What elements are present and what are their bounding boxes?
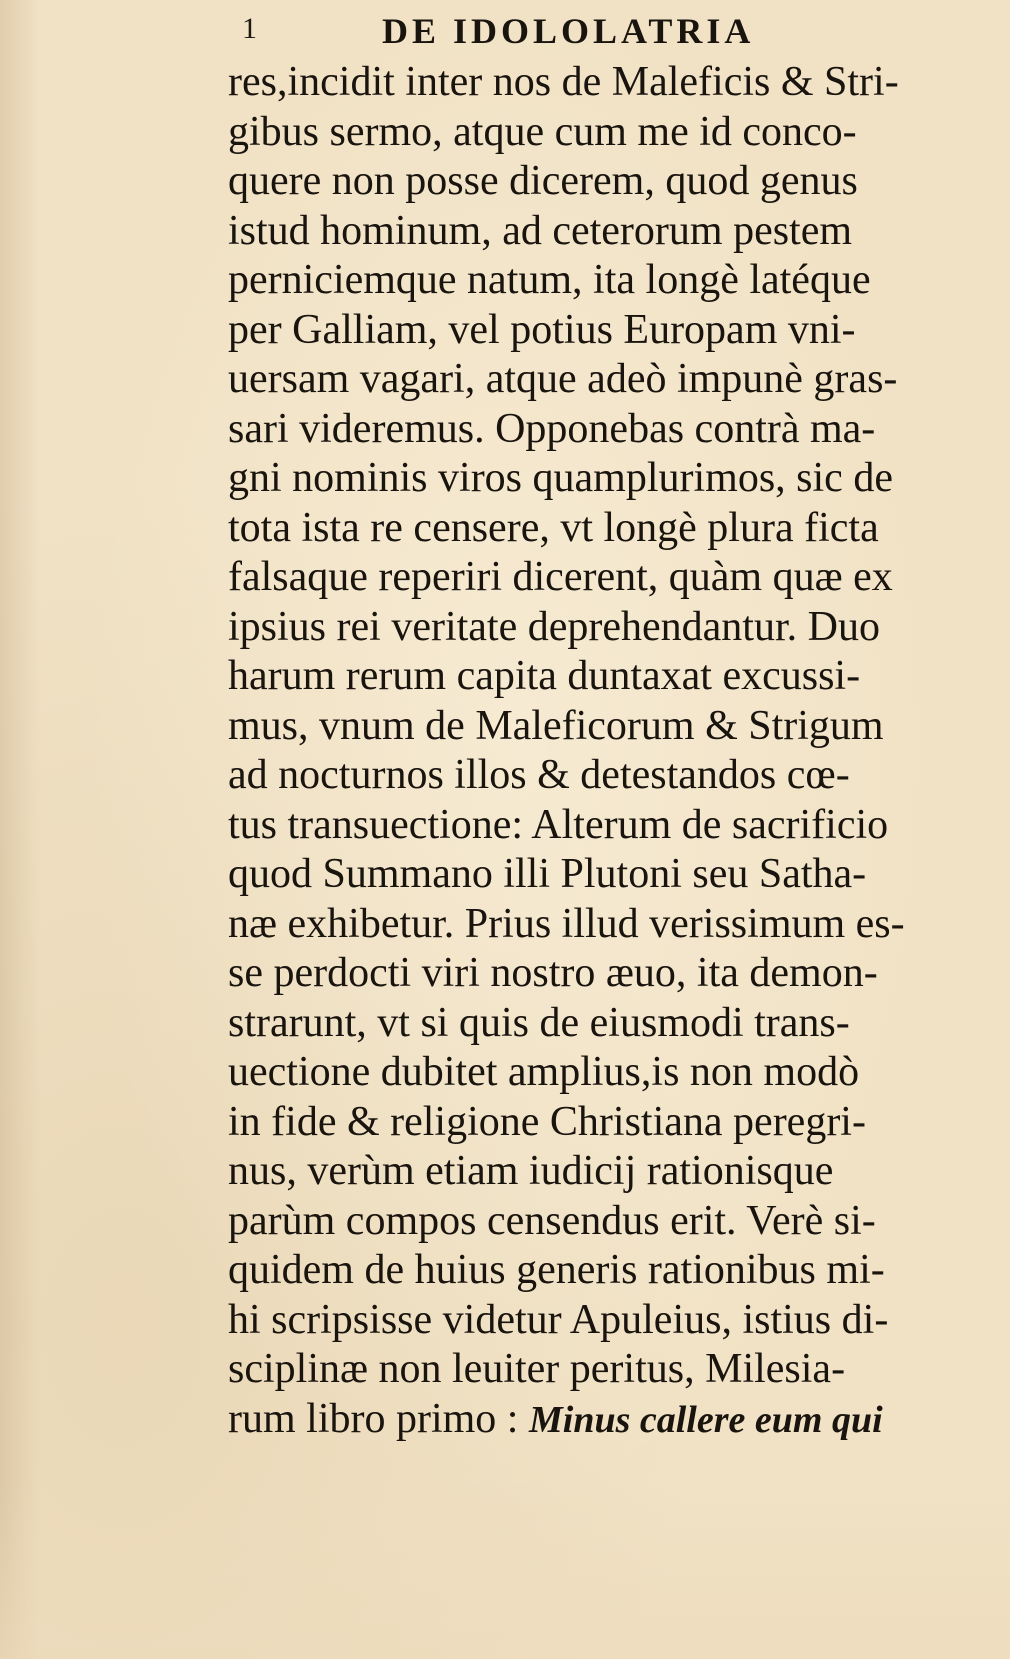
body-text [228, 58, 988, 1444]
text-line: parùm compos censendus erit. Verè si- [228, 1197, 876, 1244]
page-shading [0, 1479, 1010, 1659]
text-line: tota ista re censere, vt longè plura ficta [228, 504, 879, 551]
text-line: quidem de huius generis rationibus mi- [228, 1247, 885, 1293]
text-line: sciplinæ non leuiter peritus, Milesia- [228, 1346, 846, 1392]
text-line: perniciemque natum, ita longè latéque [228, 257, 871, 303]
running-head: DE IDOLOLATRIA [382, 11, 755, 51]
text-line: nus, verùm etiam iudicij rationisque [228, 1148, 834, 1194]
text-line-last [228, 1395, 988, 1445]
text-line: mus, vnum de Maleficorum & Strigum [228, 702, 884, 749]
text-line: hi scripsisse videtur Apuleius, istius di- [228, 1296, 889, 1343]
text-line: ipsius rei veritate deprehendantur. Duo [228, 603, 880, 650]
text-line: strarunt, vt si quis de eiusmodi trans- [228, 999, 850, 1046]
page-header [242, 10, 962, 54]
text-line: res,incidit inter nos de Maleficis & Stri- [228, 59, 899, 105]
text-line: harum rerum capita duntaxat excussi- [228, 653, 861, 699]
text-line: uectione dubitet amplius,is non modò [228, 1049, 860, 1095]
text-line: næ exhibetur. Prius illud verissimum es- [228, 900, 905, 947]
text-line: se perdocti viri nostro æuo, ita demon- [228, 950, 878, 996]
page-number: 1 [242, 12, 257, 45]
text-line: gni nominis viros quamplurimos, sic de [228, 455, 893, 501]
text-line: in fide & religione Christiana peregri- [228, 1098, 866, 1145]
quotation-italic: Minus callere eum qui [528, 1398, 883, 1441]
text-line-last-roman: rum libro primo : [228, 1395, 519, 1442]
text-line: ad nocturnos illos & detestandos cœ- [228, 752, 850, 798]
page-edge [1010, 0, 1024, 1659]
text-line: falsaque reperiri dicerent, quàm quæ ex [228, 554, 893, 600]
text-line: quere non posse dicerem, quod genus [228, 158, 858, 204]
text-line: uersam vagari, atque adeò impunè gras- [228, 356, 898, 402]
text-line: istud hominum, ad ceterorum pestem [228, 207, 853, 254]
text-line: tus transuectione: Alterum de sacrificio [228, 801, 889, 848]
text-line: gibus sermo, atque cum me id conco- [228, 108, 857, 155]
text-line: sari videremus. Opponebas contrà ma- [228, 405, 876, 452]
text-line: quod Summano illi Plutoni seu Satha- [228, 851, 867, 897]
text-line: per Galliam, vel potius Europam vni- [228, 306, 856, 353]
